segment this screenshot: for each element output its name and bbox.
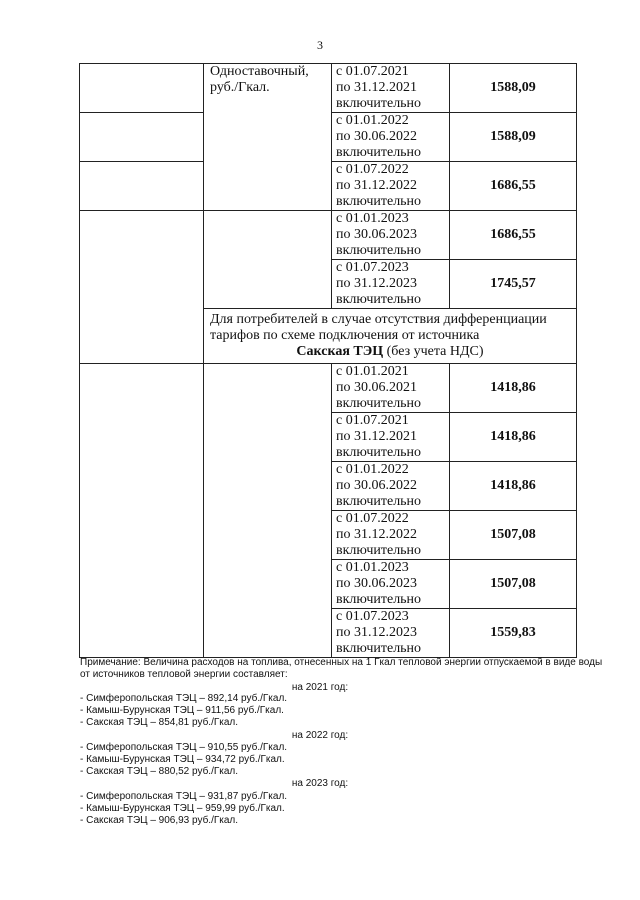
period-to: по 30.06.2021	[336, 380, 417, 395]
table-row	[80, 211, 577, 260]
fuel-cost-item: - Сакская ТЭЦ – 906,93 руб./Гкал.	[80, 815, 239, 826]
fuel-cost-item: - Сакская ТЭЦ – 880,52 руб./Гкал.	[80, 766, 239, 777]
period-from: с 01.01.2023	[336, 560, 409, 575]
empty-cell	[80, 211, 204, 364]
tariff-value: 1745,57	[450, 260, 577, 309]
tariff-value: 1559,83	[450, 609, 577, 658]
period-from: с 01.07.2022	[336, 162, 409, 177]
section-header-source: Сакская ТЭЦ	[296, 344, 384, 359]
fuel-cost-item: - Камыш-Бурунская ТЭЦ – 911,56 руб./Гкал.	[80, 705, 284, 716]
note-line: от источников тепловой энергии составляет:	[80, 669, 288, 680]
section-header-cell	[204, 309, 577, 364]
tariff-value: 1686,55	[450, 162, 577, 211]
period-to: по 31.12.2021	[336, 429, 417, 444]
period-inclusive: включительно	[336, 96, 422, 111]
tariff-value: 1507,08	[450, 511, 577, 560]
fuel-cost-item: - Камыш-Бурунская ТЭЦ – 934,72 руб./Гкал.	[80, 754, 285, 765]
section-header-line2: тарифов по схеме подключения от источника	[210, 328, 480, 343]
tariff-value: 1507,08	[450, 560, 577, 609]
period-cell	[332, 162, 450, 211]
period-to: по 30.06.2023	[336, 227, 417, 242]
note-line: Примечание: Величина расходов на топлива, отнесенных на 1 Гкал тепловой энергии отпускаемой в виде воды	[80, 657, 603, 668]
empty-cell	[80, 113, 204, 162]
period-to: по 30.06.2022	[336, 129, 417, 144]
period-to: по 31.12.2021	[336, 80, 417, 95]
period-cell	[332, 64, 450, 113]
period-inclusive: включительно	[336, 243, 422, 258]
period-to: по 31.12.2023	[336, 625, 417, 640]
period-inclusive: включительно	[336, 292, 422, 307]
section-header-suffix: (без учета НДС)	[383, 344, 484, 359]
period-cell	[332, 462, 450, 511]
fuel-cost-item: - Симферопольская ТЭЦ – 910,55 руб./Гкал.	[80, 742, 288, 753]
table-row	[80, 64, 577, 113]
section-header-line1: Для потребителей в случае отсутствия дифференциации	[210, 312, 547, 327]
period-to: по 31.12.2022	[336, 527, 417, 542]
period-inclusive: включительно	[336, 543, 422, 558]
period-inclusive: включительно	[336, 194, 422, 209]
tariff-value: 1588,09	[450, 113, 577, 162]
period-from: с 01.01.2021	[336, 364, 409, 379]
note-text	[80, 657, 640, 681]
period-inclusive: включительно	[336, 494, 422, 509]
empty-cell	[80, 364, 204, 658]
period-cell	[332, 113, 450, 162]
period-inclusive: включительно	[336, 641, 422, 656]
period-cell	[332, 511, 450, 560]
empty-cell	[80, 64, 204, 113]
table-row	[80, 364, 577, 413]
period-from: с 01.07.2021	[336, 413, 409, 428]
tariff-value: 1686,55	[450, 211, 577, 260]
period-to: по 31.12.2022	[336, 178, 417, 193]
period-cell	[332, 560, 450, 609]
year-heading: на 2022 год:	[291, 730, 349, 741]
fuel-cost-item: - Симферопольская ТЭЦ – 931,87 руб./Гкал.	[80, 791, 288, 802]
period-cell	[332, 364, 450, 413]
empty-cell	[204, 211, 332, 309]
fuel-cost-item: - Камыш-Бурунская ТЭЦ – 959,99 руб./Гкал.	[80, 803, 285, 814]
page-number: 3	[317, 38, 323, 52]
period-inclusive: включительно	[336, 145, 422, 160]
empty-cell	[204, 364, 332, 658]
tariff-value: 1418,86	[450, 364, 577, 413]
tariff-value: 1418,86	[450, 413, 577, 462]
tariff-table	[79, 63, 577, 658]
period-cell	[332, 260, 450, 309]
period-to: по 31.12.2023	[336, 276, 417, 291]
year-heading: на 2023 год:	[291, 778, 349, 789]
period-to: по 30.06.2023	[336, 576, 417, 591]
period-cell	[332, 413, 450, 462]
period-cell	[332, 211, 450, 260]
period-inclusive: включительно	[336, 396, 422, 411]
period-from: с 01.01.2022	[336, 462, 409, 477]
period-inclusive: включительно	[336, 592, 422, 607]
tariff-type-cell: Одноставочный, руб./Гкал.	[204, 64, 332, 211]
year-heading: на 2021 год:	[291, 682, 349, 693]
period-to: по 30.06.2022	[336, 478, 417, 493]
tariff-value: 1588,09	[450, 64, 577, 113]
period-from: с 01.07.2022	[336, 511, 409, 526]
period-from: с 01.07.2021	[336, 64, 409, 79]
period-from: с 01.01.2022	[336, 113, 409, 128]
tariff-value: 1418,86	[450, 462, 577, 511]
fuel-cost-item: - Сакская ТЭЦ – 854,81 руб./Гкал.	[80, 717, 239, 728]
period-from: с 01.01.2023	[336, 211, 409, 226]
fuel-cost-item: - Симферопольская ТЭЦ – 892,14 руб./Гкал.	[80, 693, 288, 704]
period-cell	[332, 609, 450, 658]
period-from: с 01.07.2023	[336, 609, 409, 624]
period-inclusive: включительно	[336, 445, 422, 460]
empty-cell	[80, 162, 204, 211]
period-from: с 01.07.2023	[336, 260, 409, 275]
